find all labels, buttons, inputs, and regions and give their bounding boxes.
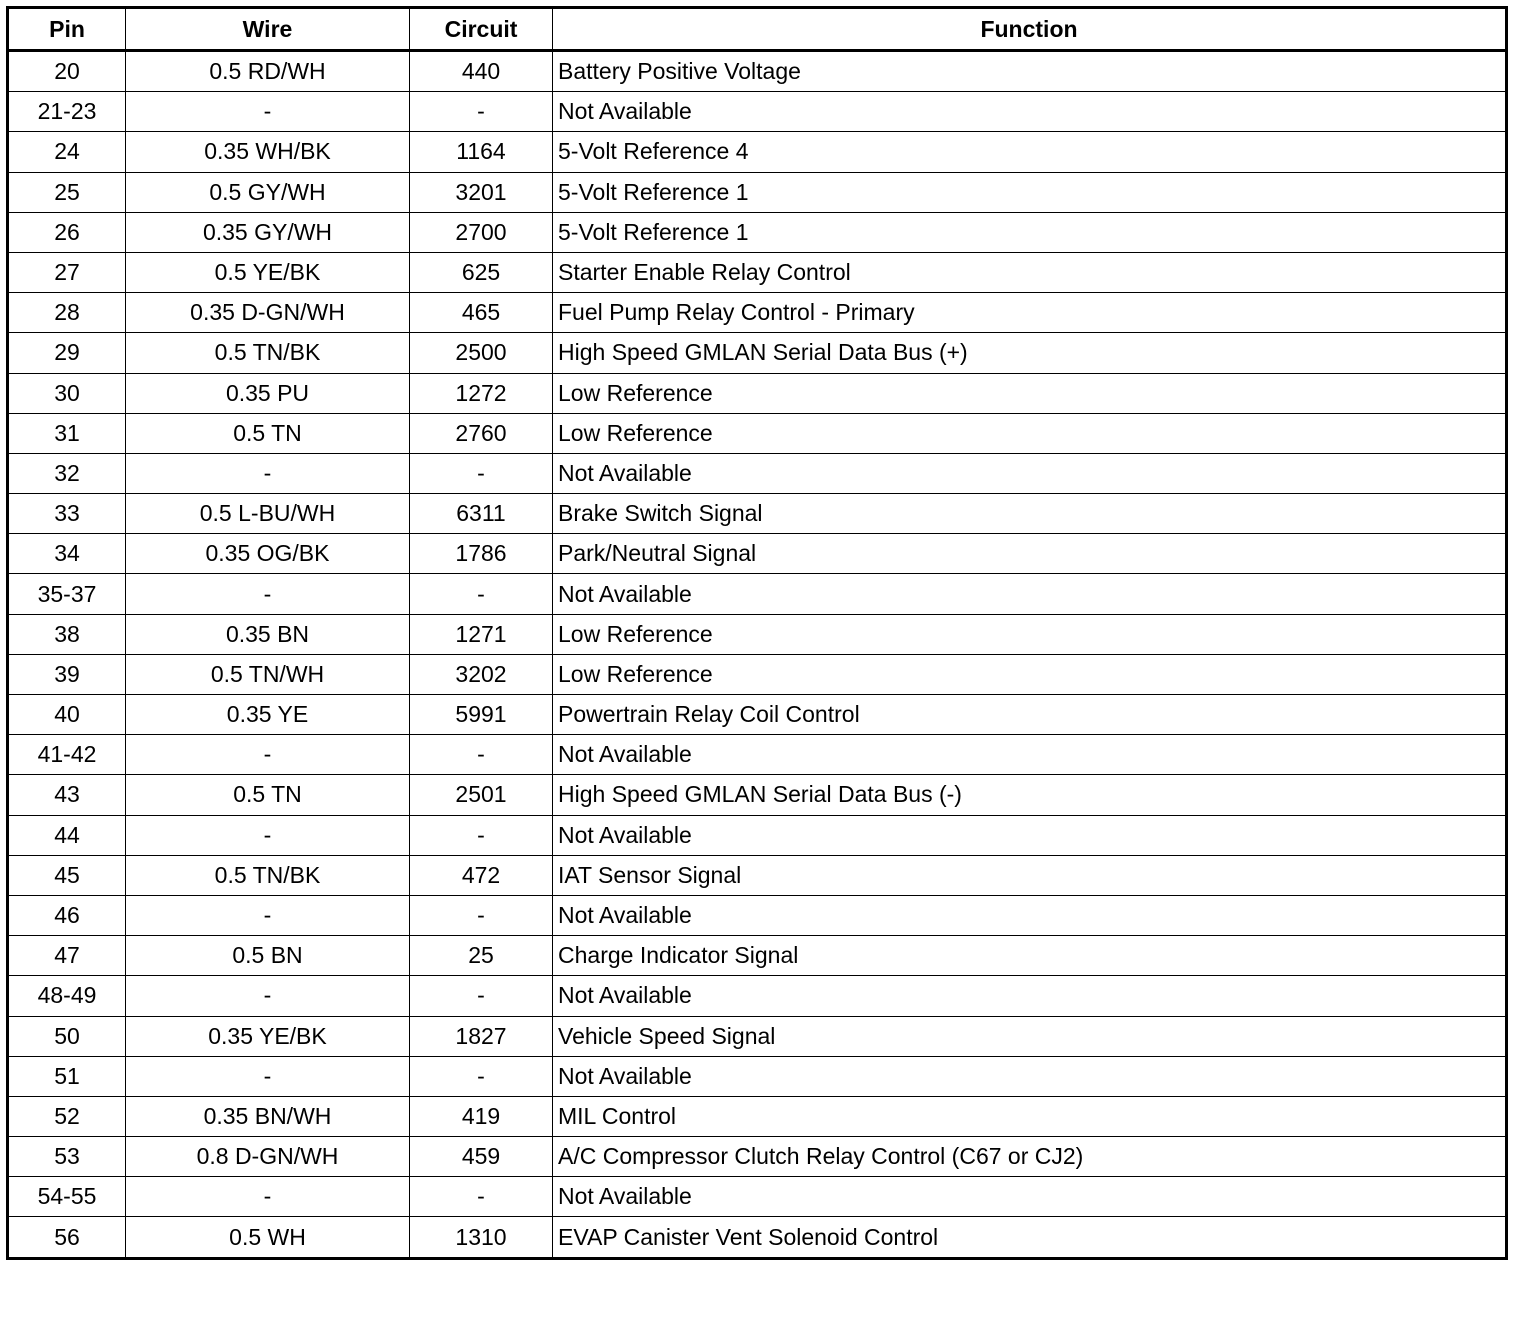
cell-wire: 0.5 L-BU/WH (126, 494, 410, 534)
cell-pin: 34 (8, 534, 126, 574)
header-row (8, 8, 1507, 51)
cell-circuit: 1271 (410, 614, 553, 654)
cell-circuit: 1786 (410, 534, 553, 574)
cell-function: Not Available (553, 895, 1507, 935)
cell-function: IAT Sensor Signal (553, 855, 1507, 895)
cell-pin: 52 (8, 1096, 126, 1136)
table-row (8, 453, 1507, 493)
cell-wire: - (126, 574, 410, 614)
cell-pin: 47 (8, 936, 126, 976)
connector-pinout-table (6, 6, 1508, 1260)
cell-pin: 40 (8, 695, 126, 735)
cell-pin: 53 (8, 1137, 126, 1177)
cell-circuit: 625 (410, 252, 553, 292)
table-row (8, 373, 1507, 413)
cell-wire: - (126, 735, 410, 775)
cell-pin: 50 (8, 1016, 126, 1056)
cell-function: Powertrain Relay Coil Control (553, 695, 1507, 735)
cell-circuit: 2700 (410, 212, 553, 252)
table-row (8, 333, 1507, 373)
cell-wire: 0.8 D-GN/WH (126, 1137, 410, 1177)
cell-function: High Speed GMLAN Serial Data Bus (+) (553, 333, 1507, 373)
cell-circuit: - (410, 815, 553, 855)
cell-circuit: - (410, 735, 553, 775)
table-row (8, 172, 1507, 212)
cell-function: Low Reference (553, 654, 1507, 694)
cell-circuit: 2500 (410, 333, 553, 373)
cell-function: Battery Positive Voltage (553, 51, 1507, 92)
cell-wire: - (126, 92, 410, 132)
cell-function: Low Reference (553, 373, 1507, 413)
cell-wire: 0.5 TN/BK (126, 855, 410, 895)
cell-circuit: - (410, 453, 553, 493)
table-row (8, 413, 1507, 453)
cell-circuit: 2760 (410, 413, 553, 453)
table-row (8, 92, 1507, 132)
cell-circuit: 2501 (410, 775, 553, 815)
cell-wire: - (126, 453, 410, 493)
cell-circuit: - (410, 1056, 553, 1096)
cell-wire: - (126, 895, 410, 935)
cell-wire: - (126, 1056, 410, 1096)
table-row (8, 936, 1507, 976)
table-header (8, 8, 1507, 51)
cell-function: Not Available (553, 1177, 1507, 1217)
table-row (8, 212, 1507, 252)
cell-pin: 20 (8, 51, 126, 92)
cell-pin: 29 (8, 333, 126, 373)
cell-pin: 45 (8, 855, 126, 895)
table-row (8, 855, 1507, 895)
header-function: Function (553, 8, 1507, 51)
cell-wire: 0.35 OG/BK (126, 534, 410, 574)
cell-pin: 56 (8, 1217, 126, 1258)
cell-wire: 0.5 TN/BK (126, 333, 410, 373)
cell-wire: - (126, 815, 410, 855)
cell-function: Not Available (553, 735, 1507, 775)
cell-circuit: - (410, 1177, 553, 1217)
cell-pin: 25 (8, 172, 126, 212)
table-row (8, 1016, 1507, 1056)
table-row (8, 1177, 1507, 1217)
cell-function: High Speed GMLAN Serial Data Bus (-) (553, 775, 1507, 815)
cell-circuit: 472 (410, 855, 553, 895)
cell-function: Brake Switch Signal (553, 494, 1507, 534)
cell-function: Not Available (553, 453, 1507, 493)
cell-function: 5-Volt Reference 4 (553, 132, 1507, 172)
cell-wire: 0.5 YE/BK (126, 252, 410, 292)
cell-pin: 43 (8, 775, 126, 815)
cell-wire: 0.5 RD/WH (126, 51, 410, 92)
cell-pin: 30 (8, 373, 126, 413)
cell-wire: 0.35 YE (126, 695, 410, 735)
cell-function: MIL Control (553, 1096, 1507, 1136)
cell-wire: 0.35 YE/BK (126, 1016, 410, 1056)
table-row (8, 51, 1507, 92)
cell-function: Not Available (553, 1056, 1507, 1096)
header-wire: Wire (126, 8, 410, 51)
header-circuit: Circuit (410, 8, 553, 51)
cell-function: 5-Volt Reference 1 (553, 172, 1507, 212)
cell-pin: 31 (8, 413, 126, 453)
table-row (8, 735, 1507, 775)
cell-circuit: 3202 (410, 654, 553, 694)
cell-circuit: 6311 (410, 494, 553, 534)
cell-pin: 46 (8, 895, 126, 935)
cell-pin: 28 (8, 293, 126, 333)
table-row (8, 252, 1507, 292)
cell-circuit: 440 (410, 51, 553, 92)
table-row (8, 132, 1507, 172)
cell-circuit: 465 (410, 293, 553, 333)
table-row (8, 695, 1507, 735)
table-row (8, 1096, 1507, 1136)
cell-function: Vehicle Speed Signal (553, 1016, 1507, 1056)
cell-function: Low Reference (553, 413, 1507, 453)
cell-function: Not Available (553, 815, 1507, 855)
cell-wire: 0.5 TN/WH (126, 654, 410, 694)
cell-function: Not Available (553, 574, 1507, 614)
cell-wire: 0.5 TN (126, 413, 410, 453)
cell-wire: 0.35 WH/BK (126, 132, 410, 172)
table-row (8, 654, 1507, 694)
table-row (8, 614, 1507, 654)
table-row (8, 1217, 1507, 1258)
table-row (8, 815, 1507, 855)
cell-pin: 35-37 (8, 574, 126, 614)
cell-function: Low Reference (553, 614, 1507, 654)
cell-function: 5-Volt Reference 1 (553, 212, 1507, 252)
cell-circuit: 419 (410, 1096, 553, 1136)
cell-circuit: 1272 (410, 373, 553, 413)
cell-wire: 0.35 PU (126, 373, 410, 413)
table-body (8, 51, 1507, 1259)
table-row (8, 895, 1507, 935)
table-row (8, 1056, 1507, 1096)
cell-circuit: 25 (410, 936, 553, 976)
cell-pin: 21-23 (8, 92, 126, 132)
cell-wire: 0.35 D-GN/WH (126, 293, 410, 333)
cell-circuit: 3201 (410, 172, 553, 212)
cell-wire: 0.5 GY/WH (126, 172, 410, 212)
cell-pin: 54-55 (8, 1177, 126, 1217)
cell-pin: 51 (8, 1056, 126, 1096)
table-row (8, 574, 1507, 614)
cell-circuit: 459 (410, 1137, 553, 1177)
cell-circuit: 1827 (410, 1016, 553, 1056)
cell-circuit: 1310 (410, 1217, 553, 1258)
cell-wire: 0.35 BN (126, 614, 410, 654)
cell-function: Starter Enable Relay Control (553, 252, 1507, 292)
cell-circuit: - (410, 976, 553, 1016)
cell-pin: 38 (8, 614, 126, 654)
cell-wire: 0.35 GY/WH (126, 212, 410, 252)
cell-circuit: - (410, 92, 553, 132)
cell-function: Charge Indicator Signal (553, 936, 1507, 976)
cell-pin: 48-49 (8, 976, 126, 1016)
cell-function: Fuel Pump Relay Control - Primary (553, 293, 1507, 333)
cell-function: Not Available (553, 976, 1507, 1016)
cell-wire: 0.5 TN (126, 775, 410, 815)
cell-wire: - (126, 1177, 410, 1217)
cell-circuit: - (410, 574, 553, 614)
cell-pin: 27 (8, 252, 126, 292)
table-row (8, 775, 1507, 815)
table-row (8, 1137, 1507, 1177)
cell-pin: 44 (8, 815, 126, 855)
cell-function: Not Available (553, 92, 1507, 132)
table-row (8, 534, 1507, 574)
table-row (8, 293, 1507, 333)
cell-circuit: - (410, 895, 553, 935)
cell-wire: 0.35 BN/WH (126, 1096, 410, 1136)
cell-wire: - (126, 976, 410, 1016)
header-pin: Pin (8, 8, 126, 51)
cell-pin: 32 (8, 453, 126, 493)
cell-pin: 33 (8, 494, 126, 534)
cell-function: A/C Compressor Clutch Relay Control (C67 or CJ2) (553, 1137, 1507, 1177)
cell-function: EVAP Canister Vent Solenoid Control (553, 1217, 1507, 1258)
cell-circuit: 1164 (410, 132, 553, 172)
table-row (8, 976, 1507, 1016)
cell-pin: 39 (8, 654, 126, 694)
cell-pin: 24 (8, 132, 126, 172)
cell-wire: 0.5 WH (126, 1217, 410, 1258)
cell-function: Park/Neutral Signal (553, 534, 1507, 574)
cell-pin: 41-42 (8, 735, 126, 775)
cell-circuit: 5991 (410, 695, 553, 735)
table-row (8, 494, 1507, 534)
cell-wire: 0.5 BN (126, 936, 410, 976)
cell-pin: 26 (8, 212, 126, 252)
